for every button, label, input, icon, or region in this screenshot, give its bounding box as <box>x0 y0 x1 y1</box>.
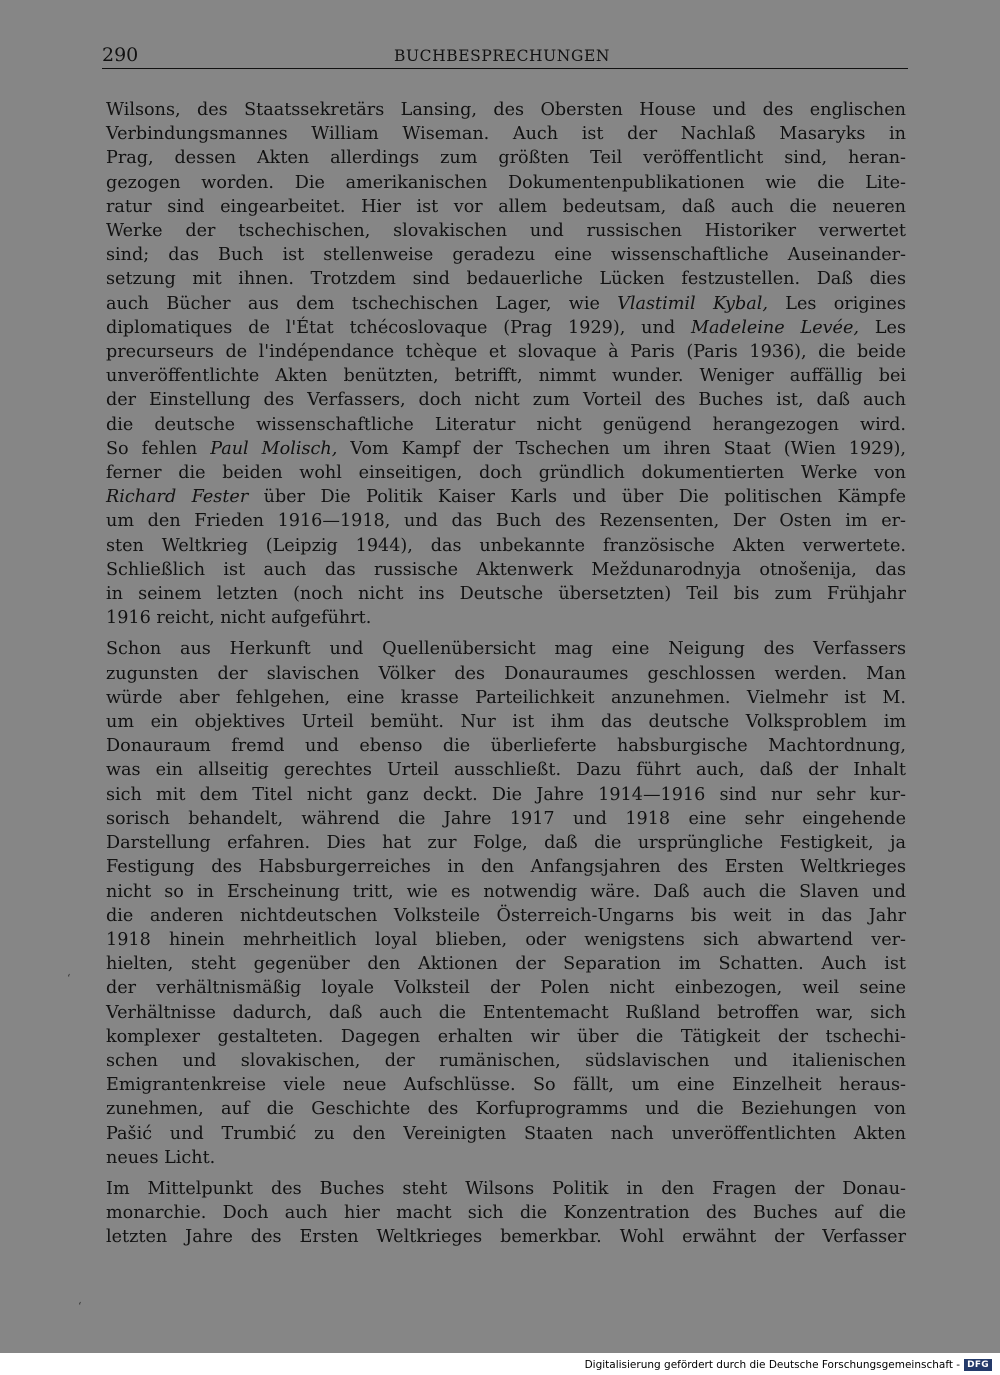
text-line: schen und slovakischen, der rumänischen, südslavischen und italienischen <box>106 1050 906 1071</box>
running-head: BUCHBESPRECHUNGEN <box>394 47 611 65</box>
scan-speck: ‘ <box>67 972 71 985</box>
text-line: in seinem letzten (noch nicht ins Deutsche übersetzten) Teil bis zum Frühjahr <box>106 584 906 605</box>
text-line: der verhältnismäßig loyale Volksteil der Polen nicht einbezogen, weil seine <box>106 978 906 999</box>
text-line: Wilsons, des Staatssekretärs Lansing, des Obersten House und des englischen <box>106 100 906 120</box>
author-name: Madeleine Levée, <box>691 317 859 338</box>
text-line: Darstellung erfahren. Dies hat zur Folge, daß die ursprüngliche Festigkeit, ja <box>106 833 906 854</box>
text-line: sten Weltkrieg (Leipzig 1944), das unbekannte französische Akten verwertete. <box>106 535 906 556</box>
text-line: die deutsche wissenschaftliche Literatur nicht genügend herangezogen wird. <box>106 414 906 435</box>
text-line: Festigung des Habsburgerreiches in den Anfangsjahren des Ersten Weltkrieges <box>106 857 906 878</box>
text-line <box>106 437 906 461</box>
text-line: gezogen worden. Die amerikanischen Dokumentenpublikationen wie die Lite- <box>106 172 906 193</box>
text-line: monarchie. Doch auch hier macht sich die Konzentration des Buches auf die <box>106 1203 906 1224</box>
text-line: der Einstellung des Verfassers, doch nicht zum Vorteil des Buches ist, daß auch <box>106 390 906 411</box>
text-line: precurseurs de l'indépendance tchèque et slovaque à Paris (Paris 1936), die beide <box>106 342 906 363</box>
text-line: zugunsten der slavischen Völker des Donauraumes geschlossen werden. Man <box>106 663 906 684</box>
text-line: Schon aus Herkunft und Quellenübersicht mag eine Neigung des Verfassers <box>106 639 906 660</box>
review-body <box>106 98 906 1250</box>
text-line: komplexer gestalteten. Dagegen erhalten wir über die Tätigkeit der tschechi- <box>106 1026 906 1047</box>
text-segment: über Die Politik Kaiser Karls und über Die politischen Kämpfe <box>248 487 906 508</box>
text-line: Schließlich ist auch das russische Aktenwerk Meždunarodnyja otnošenija, das <box>106 559 906 580</box>
text-segment: Les origines <box>767 293 906 314</box>
text-segment: auch Bücher aus dem tschechischen Lager, wie <box>106 293 618 314</box>
page-number: 290 <box>102 44 139 66</box>
text-line: um den Frieden 1916—1918, und das Buch des Rezensenten, Der Osten im er- <box>106 511 906 532</box>
text-line: sorisch behandelt, während die Jahre 1917 und 1918 eine sehr eingehende <box>106 808 906 829</box>
scan-speck: ʻ <box>78 1300 82 1313</box>
text-line: Donauraum fremd und ebenso die überlieferte habsburgische Machtordnung, <box>106 736 906 757</box>
text-segment: Les <box>858 317 906 338</box>
author-name: Richard Fester <box>106 487 249 508</box>
text-line: sich mit dem Titel nicht ganz deckt. Die Jahre 1914—1916 sind nur sehr kur- <box>106 784 906 805</box>
text-line: letzten Jahre des Ersten Weltkrieges bemerkbar. Wohl erwähnt der Verfasser <box>106 1227 906 1248</box>
text-line: sind; das Buch ist stellenweise geradezu eine wissenschaftliche Auseinander- <box>106 245 906 266</box>
text-line: setzung mit ihnen. Trotzdem sind bedauerliche Lücken festzustellen. Daß dies <box>106 269 906 290</box>
text-line: ratur sind eingearbeitet. Hier ist vor allem bedeutsam, daß auch die neueren <box>106 196 906 217</box>
author-name: Paul Molisch, <box>210 438 338 459</box>
page-header <box>102 44 908 69</box>
text-line: Im Mittelpunkt des Buches steht Wilsons Politik in den Fragen der Donau- <box>106 1178 906 1199</box>
dfg-logo-icon: DFG <box>964 1359 992 1371</box>
text-line: neues Licht. <box>106 1147 216 1168</box>
text-line: hielten, steht gegenüber den Aktionen der Separation im Schatten. Auch ist <box>106 954 906 975</box>
text-segment: Vom Kampf der Tschechen um ihren Staat (Wien 1929), <box>337 438 906 459</box>
text-line <box>106 485 906 509</box>
text-line: ferner die beiden wohl einseitigen, doch gründlich dokumentierten Werke von <box>106 463 906 484</box>
text-line: Prag, dessen Akten allerdings zum größten Teil veröffentlicht sind, heran- <box>106 148 906 169</box>
text-line: zunehmen, auf die Geschichte des Korfuprogramms und die Beziehungen von <box>106 1099 906 1120</box>
text-line: Emigrantenkreise viele neue Aufschlüsse. So fällt, um eine Einzelheit heraus- <box>106 1075 906 1096</box>
text-segment: diplomatiques de l'État tchécoslovaque (Prag 1929), und <box>106 317 692 338</box>
text-line: was ein allseitig gerechtes Urteil ausschließt. Dazu führt auch, daß der Inhalt <box>106 760 906 781</box>
text-line <box>106 292 906 316</box>
text-line: Pašić und Trumbić zu den Vereinigten Staaten nach unveröffentlichten Akten <box>106 1123 906 1144</box>
text-line: Werke der tschechischen, slovakischen und russischen Historiker verwertet <box>106 221 906 242</box>
text-line <box>106 316 906 340</box>
text-line: 1916 reicht, nicht aufgeführt. <box>106 608 372 629</box>
footer-credit: Digitalisierung gefördert durch die Deutsche Forschungsgemeinschaft - <box>584 1359 961 1371</box>
text-line: um ein objektives Urteil bemüht. Nur ist ihm das deutsche Volksproblem im <box>106 712 906 733</box>
text-line: die anderen nichtdeutschen Volksteile Österreich-Ungarns bis weit in das Jahr <box>106 905 906 926</box>
text-line: 1918 hinein mehrheitlich loyal blieben, oder wenigstens sich abwartend ver- <box>106 929 906 950</box>
text-line: würde aber fehlgehen, eine krasse Parteilichkeit anzunehmen. Vielmehr ist M. <box>106 687 906 708</box>
digitization-footer <box>585 1359 992 1371</box>
author-name: Vlastimil Kybal, <box>617 293 768 314</box>
text-line: unveröffentlichte Akten benützten, betrifft, nimmt wunder. Weniger auffällig bei <box>106 366 906 387</box>
text-line: Verbindungsmannes William Wiseman. Auch ist der Nachlaß Masaryks in <box>106 124 906 145</box>
text-line: nicht so in Erscheinung tritt, wie es notwendig wäre. Daß auch die Slaven und <box>106 881 906 902</box>
text-line: Verhältnisse dadurch, daß auch die Ententemacht Rußland betroffen war, sich <box>106 1002 906 1023</box>
text-segment: So fehlen <box>106 438 211 459</box>
